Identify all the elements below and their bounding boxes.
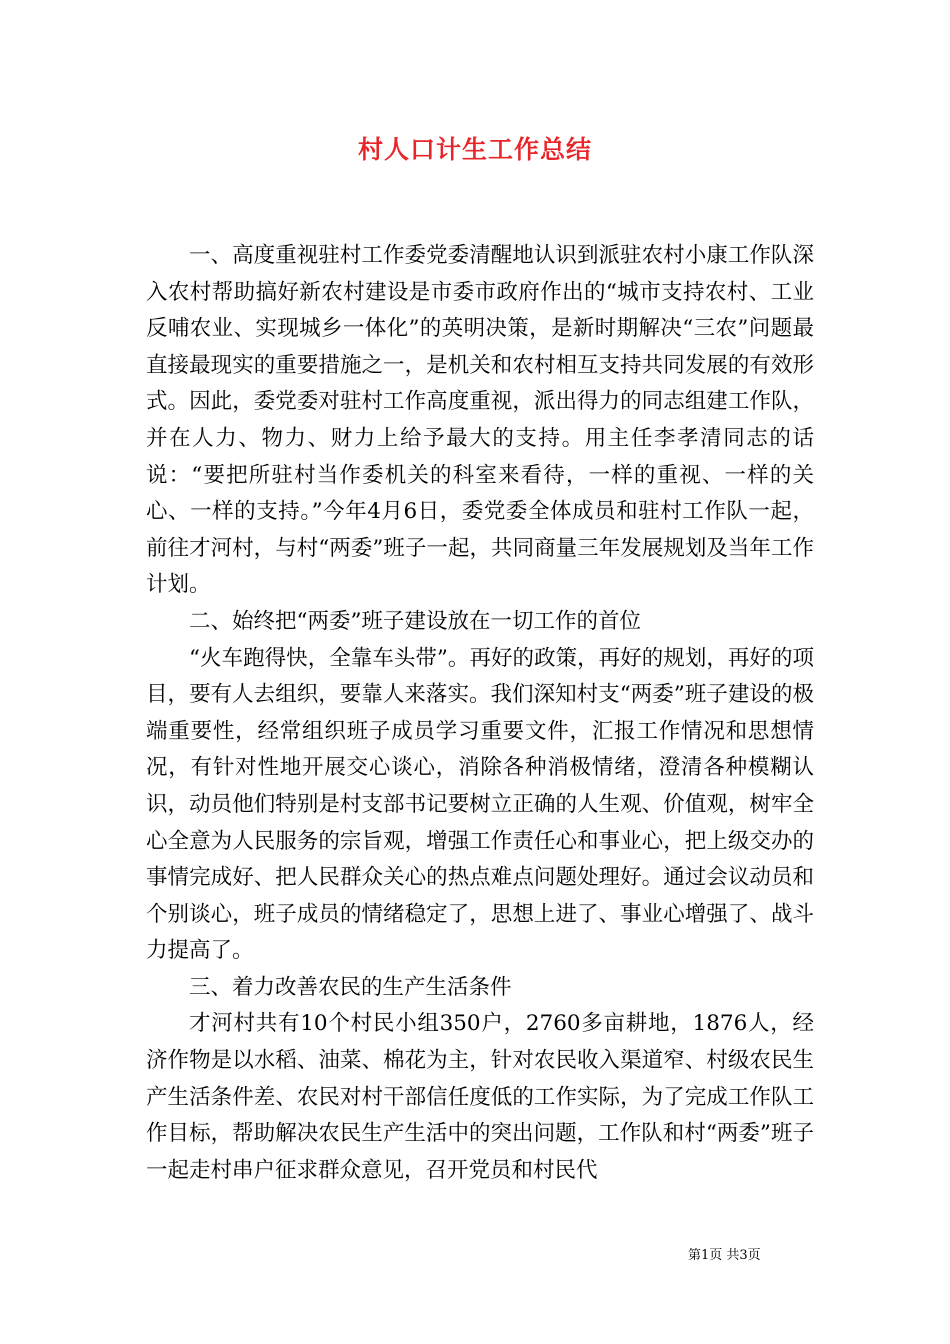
paragraph-5: 才河村共有10个村民小组350户，2760多亩耕地，1876人，经济作物是以水稻、油菜、棉花为主，针对农民收入渠道窄、村级农民生产生活条件差、农民对村干部信任度低的工作实际，为了完成工作队工作目标，帮助解决农民生产生活中的突出问题，工作队和村“两委”班子一起走村串户征求群众意见，召开党员和村民代: [146, 1011, 814, 1183]
paragraph-2-heading: 二、始终把“两委”班子建设放在一切工作的首位: [189, 608, 641, 634]
document-body: [146, 238, 814, 1189]
paragraph-4-heading: 三、着力改善农民的生产生活条件: [189, 974, 512, 1000]
page-number-footer: 第1页 共3页: [688, 1248, 761, 1263]
document-title: 村人口计生工作总结: [357, 135, 592, 164]
paragraph-3: “火车跑得快，全靠车头带”。再好的政策，再好的规划，再好的项目，要有人去组织，要靠人来落实。我们深知村支“两委”班子建设的极端重要性，经常组织班子成员学习重要文件，汇报工作情况和思想情况，有针对性地开展交心谈心，消除各种消极情绪，澄清各种模糊认识，动员他们特别是村支部书记要树立正确的人生观、价值观，树牢全心全意为人民服务的宗旨观，增强工作责任心和事业心，把上级交办的事情完成好、把人民群众关心的热点难点问题处理好。通过会议动员和个别谈心，班子成员的情绪稳定了，思想上进了、事业心增强了、战斗力提高了。: [146, 645, 814, 964]
paragraph-1: 一、高度重视驻村工作委党委清醒地认识到派驻农村小康工作队深入农村帮助搞好新农村建设是市委市政府作出的“城市支持农村、工业反哺农业、实现城乡一体化”的英明决策，是新时期解决“三农”问题最直接最现实的重要措施之一，是机关和农村相互支持共同发展的有效形式。因此，委党委对驻村工作高度重视，派出得力的同志组建工作队，并在人力、物力、财力上给予最大的支持。用主任李孝清同志的话说：“要把所驻村当作委机关的科室来看待，一样的重视、一样的关心、一样的支持。”今年4月6日，委党委全体成员和驻村工作队一起，前往才河村，与村“两委”班子一起，共同商量三年发展规划及当年工作计划。: [146, 243, 814, 598]
